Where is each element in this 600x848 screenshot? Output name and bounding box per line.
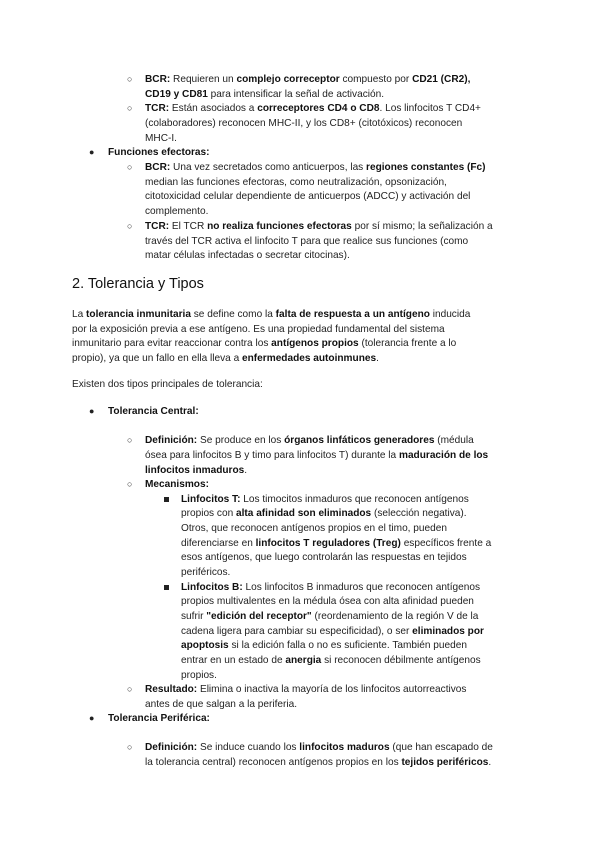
func-tcr-line-2: través del TCR activa el linfocito T para que realice sus funciones (como [145, 236, 469, 247]
text-run: . [376, 353, 379, 364]
tcr-correceptor-line-3: MHC-I. [145, 133, 177, 144]
mech-b-line-5 [181, 638, 467, 653]
mech-t-line-6: periféricos. [181, 567, 231, 578]
bold-run: alta afinidad son eliminados [236, 508, 372, 519]
text-run: . [244, 465, 248, 476]
bcr-correceptor-line-1 [145, 72, 470, 87]
mech-b-line-2: propios multivalentes en la médula ósea con alta afinidad pueden [181, 596, 474, 607]
text-run: Requieren un [170, 74, 237, 85]
bold-run: órganos linfáticos generadores [284, 435, 435, 446]
text-run: por sí mismo; la señalización a [351, 221, 493, 232]
square-bullet-icon [164, 585, 169, 590]
tcr-label: TCR: [145, 221, 170, 232]
intro-line-1 [72, 307, 470, 322]
bcr-correceptor-line-2 [145, 87, 384, 102]
text-run: propios con [181, 508, 236, 519]
section-heading: 2. Tolerancia y Tipos [72, 276, 204, 292]
text-run: Se produce en los [197, 435, 285, 446]
bold-run: apoptosis [181, 640, 229, 651]
tolerancia-periferica-heading: Tolerancia Periférica: [108, 713, 210, 724]
mech-t-line-2 [181, 506, 467, 521]
text-run: específicos frente a [400, 538, 492, 549]
filled-circle-bullet-icon: ● [89, 147, 95, 157]
text-run: Una vez secretados como anticuerpos, las [170, 162, 367, 173]
text-run: Elimina o inactiva la mayoría de los linfocitos autorreactivos [197, 684, 467, 695]
bold-run: linfocitos maduros [299, 742, 390, 753]
bold-run: anergia [285, 655, 322, 666]
bold-run: linfocitos inmaduros [145, 465, 245, 476]
func-tcr-line-1 [145, 219, 493, 234]
text-run: diferenciarse en [181, 538, 256, 549]
text-run: (médula [434, 435, 474, 446]
peripheral-def-line-1 [145, 740, 493, 755]
bold-run: eliminados por [412, 626, 484, 637]
bold-run: correceptores CD4 o CD8 [257, 103, 380, 114]
definicion-label: Definición: [145, 435, 198, 446]
bold-run: falta de respuesta a un antígeno [275, 309, 430, 320]
text-run: la tolerancia central) reconocen antígenos propios en los [145, 757, 402, 768]
text-run: . Los linfocitos T CD4+ [379, 103, 481, 114]
text-run: La [72, 309, 87, 320]
bold-run: CD19 y CD81 [145, 89, 208, 100]
text-run: entrar en un estado de [181, 655, 286, 666]
bcr-label: BCR: [145, 74, 171, 85]
text-run: si la edición falla o no es suficiente. También pueden [228, 640, 467, 651]
mech-t-line-1 [181, 492, 469, 507]
text-run: Los linfocitos B inmaduros que reconocen antígenos [242, 582, 481, 593]
central-result-line-1 [145, 682, 466, 697]
intro-line-4 [72, 351, 379, 366]
linfocitos-t-label: Linfocitos T: [181, 494, 241, 505]
bold-run: linfocitos T reguladores (Treg) [255, 538, 401, 549]
central-def-line-1 [145, 433, 474, 448]
tcr-correceptor-line-2: (colaboradores) reconocen MHC-II, y los CD8+ (citotóxicos) reconocen [145, 118, 463, 129]
square-bullet-icon [164, 497, 169, 502]
funciones-efectoras-heading: Funciones efectoras: [108, 147, 210, 158]
hollow-circle-bullet-icon: ○ [127, 221, 133, 231]
bold-run: complejo correceptor [236, 74, 340, 85]
text-run: (selección negativa). [371, 508, 467, 519]
mech-b-line-6 [181, 653, 481, 668]
mech-b-line-7: propios. [181, 670, 217, 681]
bold-run: tolerancia inmunitaria [86, 309, 191, 320]
bold-run: enfermedades autoinmunes [242, 353, 377, 364]
bold-run: antígenos propios [271, 338, 359, 349]
hollow-circle-bullet-icon: ○ [127, 435, 133, 445]
text-run: Se induce cuando los [197, 742, 300, 753]
hollow-circle-bullet-icon: ○ [127, 479, 133, 489]
tcr-correceptor-line-1 [145, 101, 481, 116]
bold-run: maduración de los [398, 450, 489, 461]
mech-t-line-3: Otros, que reconocen antígenos propios en el timo, pueden [181, 523, 447, 534]
filled-circle-bullet-icon: ● [89, 406, 95, 416]
func-bcr-line-4: complemento. [145, 206, 209, 217]
text-run: sufrir [181, 611, 207, 622]
bold-run: tejidos periféricos [401, 757, 489, 768]
text-run: compuesto por [339, 74, 413, 85]
types-intro: Existen dos tipos principales de tolerancia: [72, 379, 263, 390]
text-run: (que han escapado de [389, 742, 493, 753]
resultado-label: Resultado: [145, 684, 198, 695]
intro-line-2: por la exposición previa a ese antígeno. Es una propiedad fundamental del sistema [72, 324, 445, 335]
bold-run: regiones constantes (Fc) [366, 162, 486, 173]
mech-t-line-4 [181, 536, 491, 551]
text-run: inducida [429, 309, 471, 320]
func-bcr-line-2: median las funciones efectoras, como neutralización, opsonización, [145, 177, 447, 188]
hollow-circle-bullet-icon: ○ [127, 74, 133, 84]
text-run: El TCR [169, 221, 208, 232]
text-run: Los timocitos inmaduros que reconocen antígenos [240, 494, 469, 505]
text-run: si reconocen débilmente antígenos [321, 655, 481, 666]
text-run: . [488, 757, 492, 768]
text-run: se define como la [190, 309, 276, 320]
peripheral-def-line-2 [145, 755, 491, 770]
tcr-label: TCR: [145, 103, 170, 114]
tolerancia-central-heading: Tolerancia Central: [108, 406, 199, 417]
text-run: ósea para linfocitos B y timo para linfocitos T) durante la [145, 450, 399, 461]
hollow-circle-bullet-icon: ○ [127, 103, 133, 113]
hollow-circle-bullet-icon: ○ [127, 742, 133, 752]
mech-b-line-4 [181, 624, 484, 639]
linfocitos-b-label: Linfocitos B: [181, 582, 243, 593]
mecanismos-heading: Mecanismos: [145, 479, 209, 490]
central-def-line-2 [145, 448, 488, 463]
text-run: propio), ya que un fallo en ella lleva a [72, 353, 243, 364]
bold-run: CD21 (CR2), [412, 74, 471, 85]
mech-b-line-3 [181, 609, 478, 624]
func-bcr-line-3: citotoxicidad celular dependiente de anticuerpos (ADCC) y activación del [145, 191, 471, 202]
text-run: para intensificar la señal de activación. [207, 89, 385, 100]
text-run: inmunitario para evitar reaccionar contra los [72, 338, 272, 349]
text-run: (tolerancia frente a lo [358, 338, 457, 349]
func-bcr-line-1 [145, 160, 486, 175]
bold-run: "edición del receptor" [206, 611, 312, 622]
text-run: cadena ligera para cambiar su especificidad), o ser [181, 626, 413, 637]
hollow-circle-bullet-icon: ○ [127, 162, 133, 172]
mech-b-line-1 [181, 580, 480, 595]
bold-run: no realiza funciones efectoras [207, 221, 352, 232]
mech-t-line-5: esos antígenos, que luego controlarán las respuestas en tejidos [181, 552, 467, 563]
bcr-label: BCR: [145, 162, 171, 173]
filled-circle-bullet-icon: ● [89, 713, 95, 723]
text-run: (reordenamiento de la región V de la [311, 611, 479, 622]
central-def-line-3 [145, 463, 247, 478]
text-run: Están asociados a [169, 103, 258, 114]
hollow-circle-bullet-icon: ○ [127, 684, 133, 694]
definicion-label: Definición: [145, 742, 198, 753]
central-result-line-2: antes de que salgan a la periferia. [145, 699, 298, 710]
func-tcr-line-3: matar células infectadas o secretar citocinas). [145, 250, 350, 261]
intro-line-3 [72, 336, 456, 351]
